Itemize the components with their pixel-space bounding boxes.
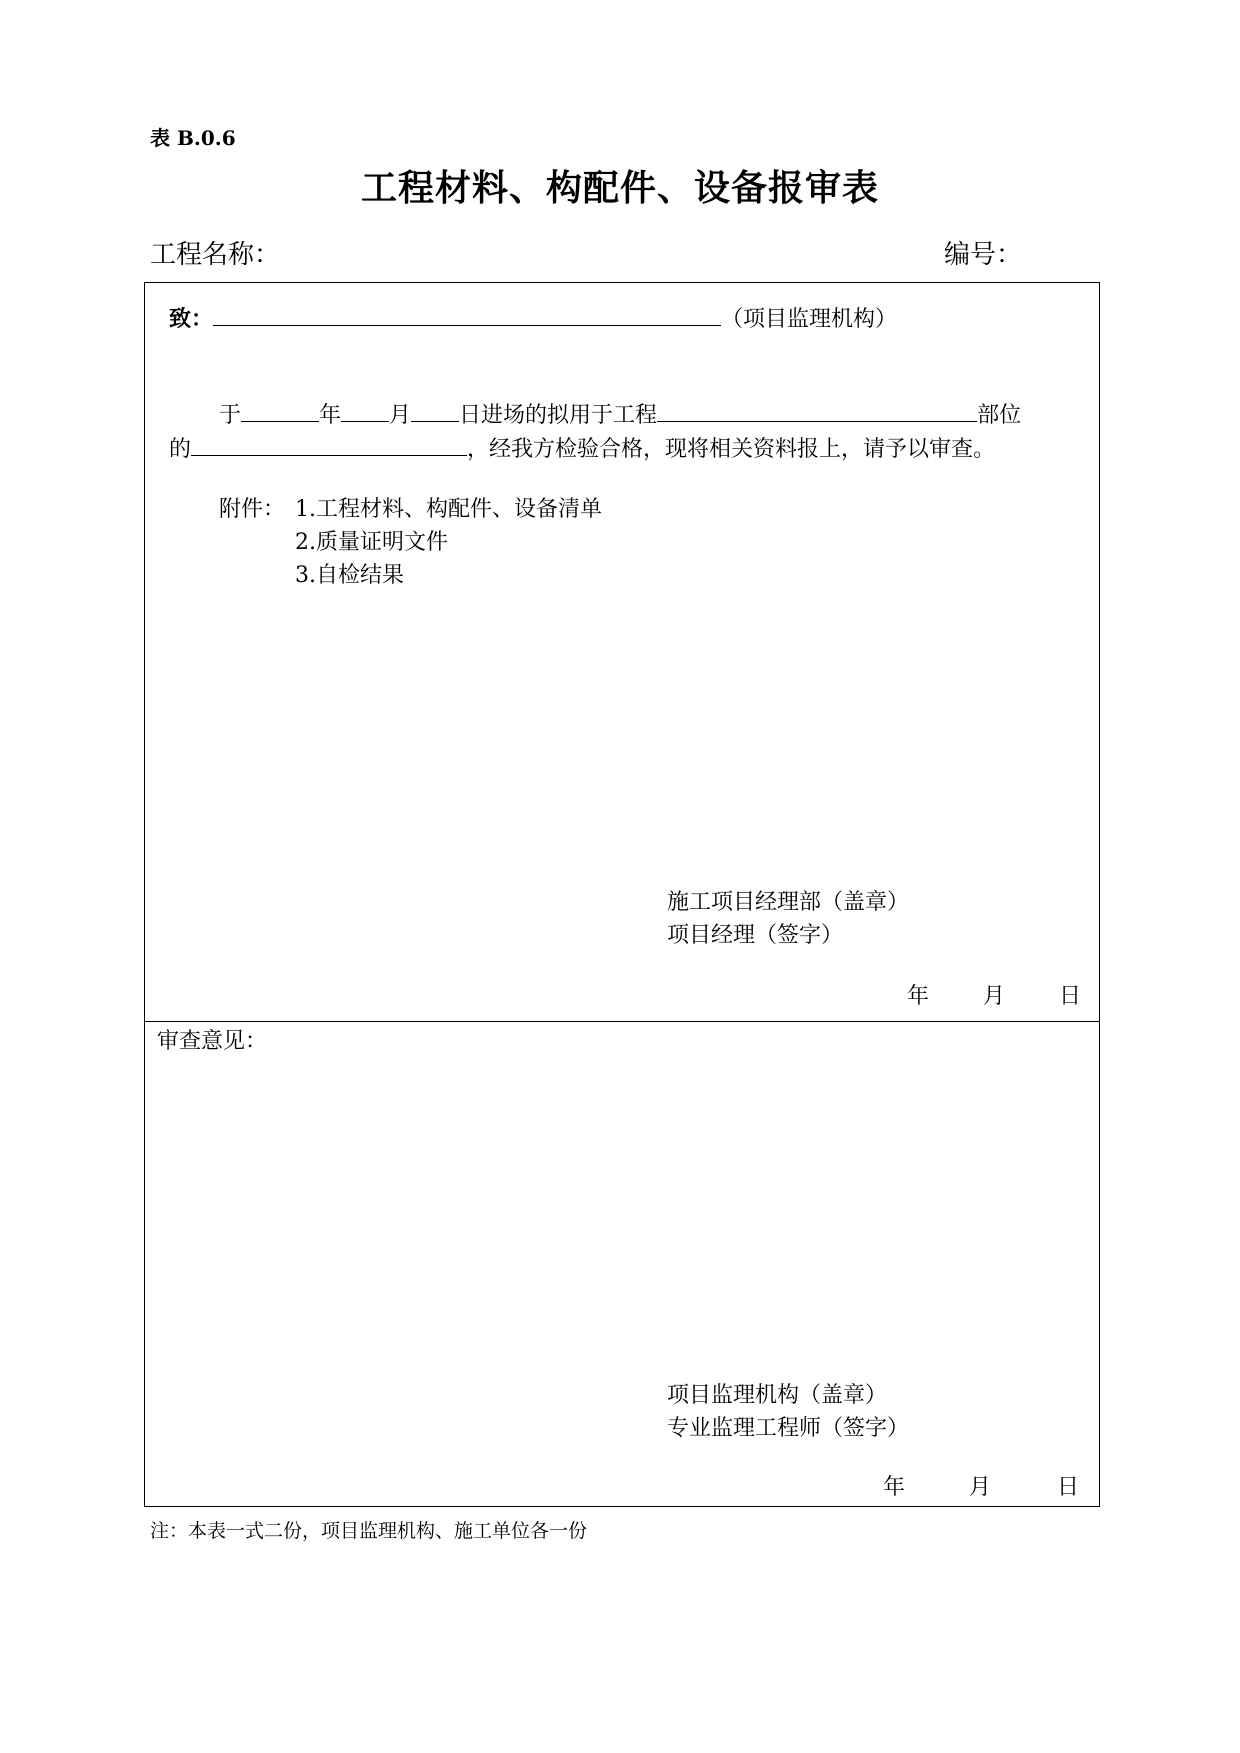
attachments-label: 附件： [219,497,286,522]
to-label: 致： [169,306,214,332]
addressee-field[interactable] [213,299,721,326]
material-field[interactable] [191,429,467,456]
month-label: 月 [389,403,412,428]
project-name-label: 工程名称： [150,240,281,270]
form-code: 表 B.0.6 [150,126,236,150]
project-manager-signature-label: 项目经理（签字） [667,923,844,948]
addressee-line [169,299,897,336]
arrival-day-field[interactable] [411,395,459,422]
footnote: 注：本表一式二份，项目监理机构、施工单位各一份 [150,1520,588,1542]
page-title: 工程材料、构配件、设备报审表 [360,167,879,209]
date-month-label: 月 [969,1475,992,1500]
contractor-stamp-label: 施工项目经理部（盖章） [667,890,910,915]
project-part-field[interactable] [657,395,977,422]
review-opinion-label: 审查意见： [157,1029,268,1054]
line1-middle: 日进场的拟用于工程 [459,403,658,428]
arrival-line [219,395,1021,432]
line2-prefix: 的 [169,437,192,462]
date-month-label: 月 [983,984,1006,1009]
date-year-label: 年 [883,1475,906,1500]
serial-number-label: 编号： [944,240,1023,270]
section-divider [145,1021,1099,1022]
line1-suffix: 部位 [977,403,1022,428]
line1-prefix: 于 [219,403,242,428]
form-table [144,282,1100,1507]
date-year-label: 年 [907,984,930,1009]
date-day-label: 日 [1057,1475,1080,1500]
year-label: 年 [319,403,342,428]
supervisor-stamp-label: 项目监理机构（盖章） [667,1383,888,1408]
supervising-engineer-signature-label: 专业监理工程师（签字） [667,1416,910,1441]
arrival-year-field[interactable] [241,395,319,422]
attachment-item: 1.工程材料、构配件、设备清单 [295,497,602,522]
attachment-item: 2.质量证明文件 [295,530,448,555]
material-line [169,429,995,466]
arrival-month-field[interactable] [341,395,389,422]
attachment-item: 3.自检结果 [295,563,404,588]
date-day-label: 日 [1059,984,1082,1009]
line2-suffix: ，经我方检验合格，现将相关资料报上，请予以审查。 [467,437,996,462]
addressee-suffix: （项目监理机构） [721,307,898,332]
